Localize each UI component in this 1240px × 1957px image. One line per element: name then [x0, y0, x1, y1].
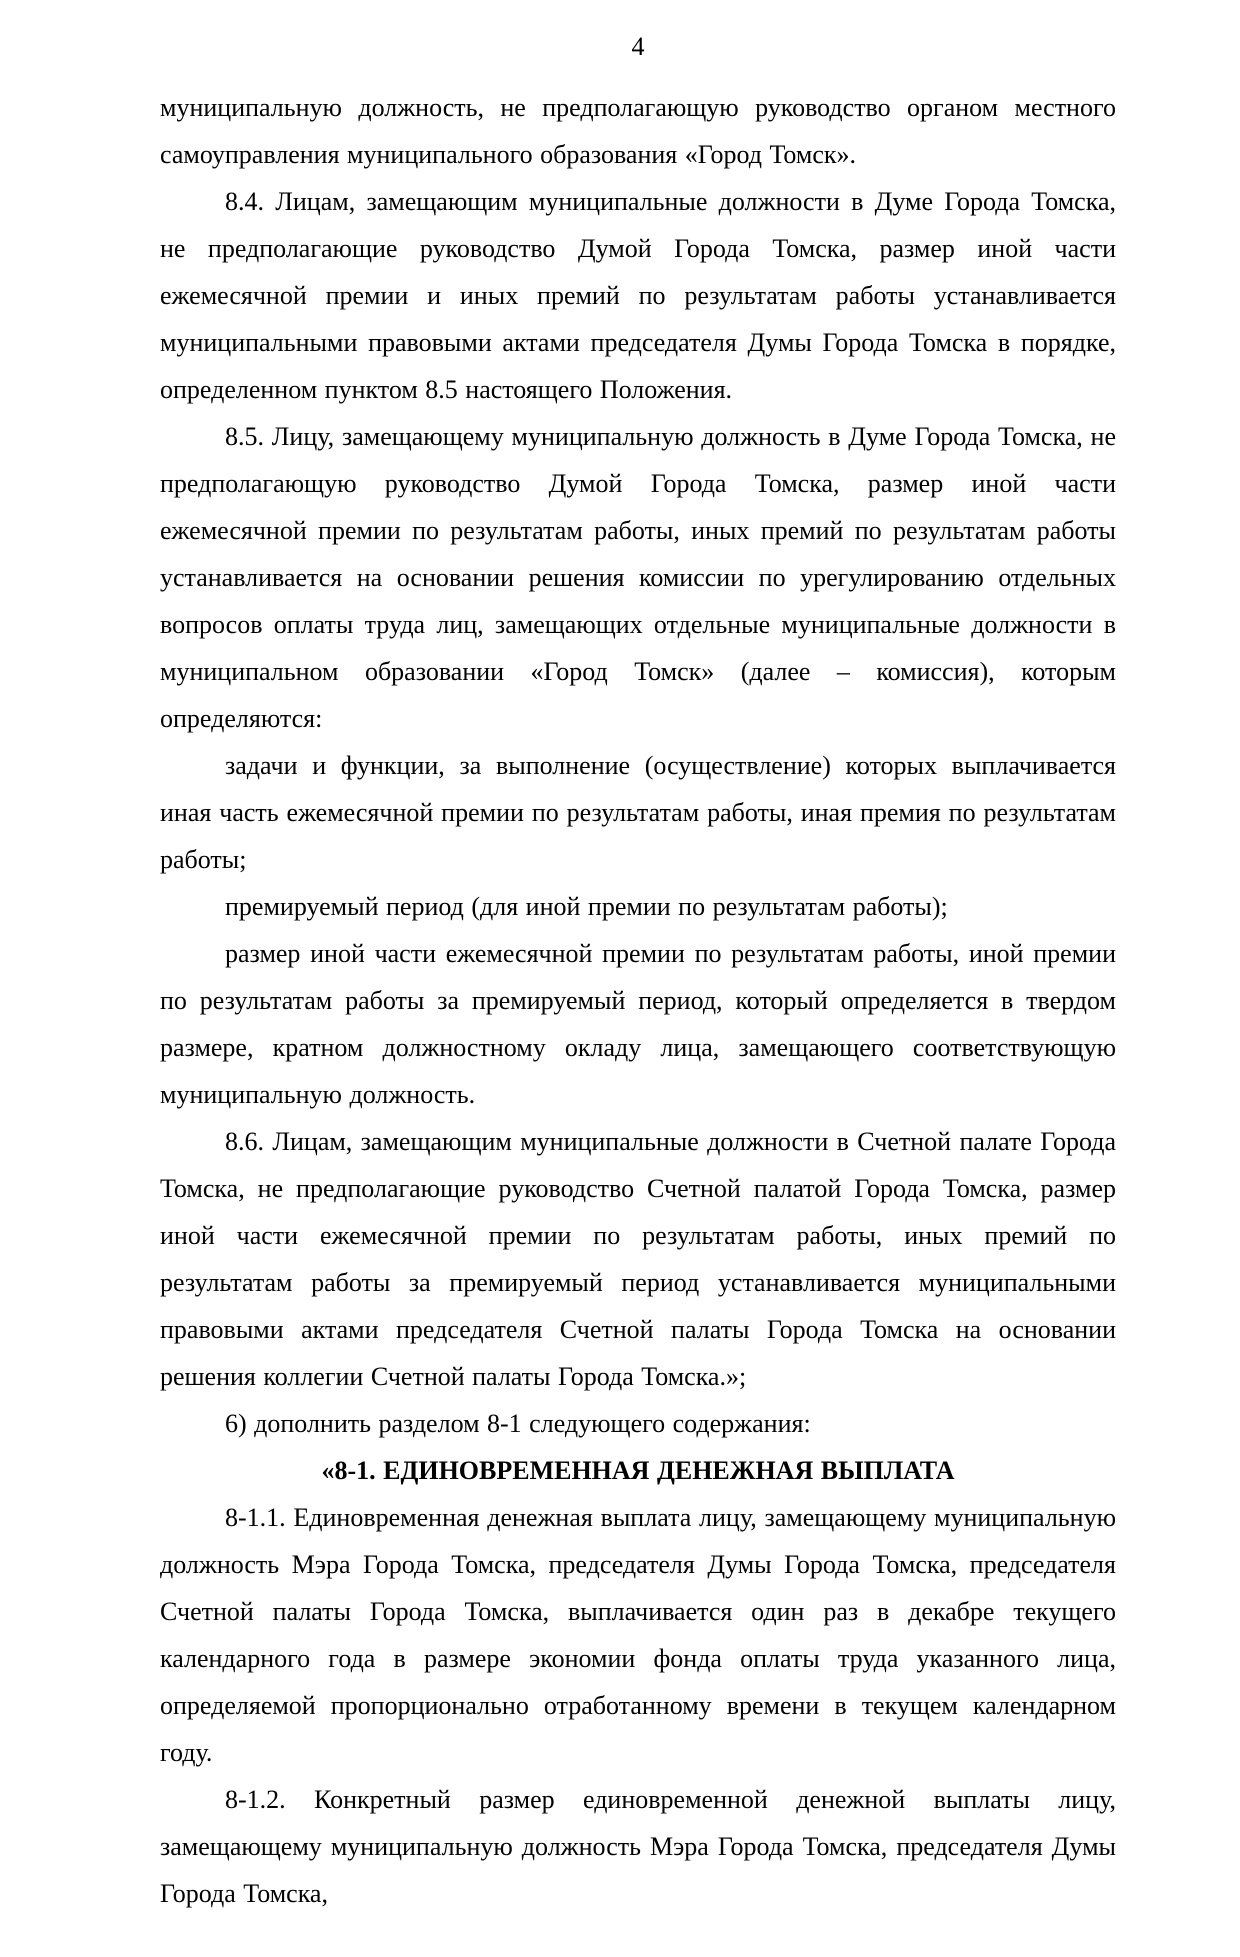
section-heading: «8-1. ЕДИНОВРЕМЕННАЯ ДЕНЕЖНАЯ ВЫПЛАТА: [321, 1456, 955, 1485]
document-body: [160, 84, 1116, 1917]
paragraph: премируемый период (для иной премии по результатам работы);: [225, 892, 948, 921]
paragraph: задачи и функции, за выполнение (осуществление) которых выплачивается иная часть ежемесячной премии по результатам работы, иная премия по результатам работы;: [160, 751, 1116, 874]
paragraph: 8.5. Лицу, замещающему муниципальную должность в Думе Города Томска, не предполагающую руководство Думой Города Томска, размер иной части ежемесячной премии по результатам работы, иных премий по результатам работы устанавливается на основании решения комиссии по урегулированию отдельных вопросов оплаты труда лиц, замещающих отдельные муниципальные должности в муниципальном образовании «Город Томск» (далее – комиссия), которым определяются:: [160, 422, 1116, 733]
paragraph: 8-1.2. Конкретный размер единовременной денежной выплаты лицу, замещающему муниципальную должность Мэра Города Томска, председателя Думы Города Томска,: [160, 1785, 1116, 1908]
paragraph: муниципальную должность, не предполагающую руководство органом местного самоуправления муниципального образования «Город Томск».: [160, 93, 1116, 169]
paragraph: размер иной части ежемесячной премии по результатам работы, иной премии по результатам работы за премируемый период, который определяется в твердом размере, кратном должностному окладу лица, замещающего соответствующую муниципальную должность.: [160, 939, 1116, 1109]
page-number: 4: [631, 32, 645, 61]
paragraph: 6) дополнить разделом 8-1 следующего содержания:: [225, 1409, 811, 1438]
paragraph: 8.4. Лицам, замещающим муниципальные должности в Думе Города Томска, не предполагающие руководство Думой Города Томска, размер иной части ежемесячной премии и иных премий по результатам работы устанавливается муниципальными правовыми актами председателя Думы Города Томска в порядке, определенном пунктом 8.5 настоящего Положения.: [160, 187, 1116, 404]
paragraph: 8-1.1. Единовременная денежная выплата лицу, замещающему муниципальную должность Мэра Города Томска, председателя Думы Города Томска, председателя Счетной палаты Города Томска, выплачивается один раз в декабре текущего календарного года в размере экономии фонда оплаты труда указанного лица, определяемой пропорционально отработанному времени в текущем календарном году.: [160, 1503, 1116, 1767]
paragraph: 8.6. Лицам, замещающим муниципальные должности в Счетной палате Города Томска, не предполагающие руководство Счетной палатой Города Томска, размер иной части ежемесячной премии по результатам работы, иных премий по результатам работы за премируемый период устанавливается муниципальными правовыми актами председателя Счетной палаты Города Томска на основании решения коллегии Счетной палаты Города Томска.»;: [160, 1127, 1116, 1391]
